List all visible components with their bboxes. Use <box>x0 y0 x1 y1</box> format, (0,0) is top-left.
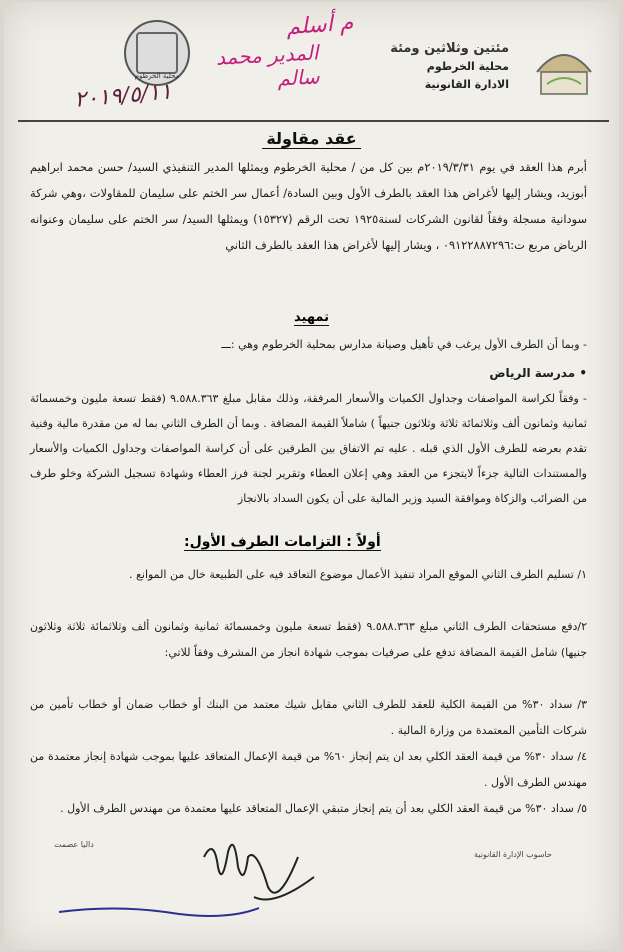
seal-caption: محلية الخرطوم <box>134 72 180 80</box>
title-text: عقد مقاولة <box>262 129 360 149</box>
obligation-item-5: ٥/ سداد ٣٠% من قيمة العقد الكلي بعد أن يتم إنجاز متبقي الإعمال المتعاقد عليها معتمدة من مهندس الطرف الأول . <box>60 802 587 815</box>
header-divider <box>18 120 609 122</box>
handwritten-note-2: المدير محمد سالم <box>215 40 321 91</box>
preamble-school: • مدرسة الرياض <box>489 366 587 380</box>
document-page <box>4 2 619 950</box>
preamble-line-1: - وبما أن الطرف الأول يرغب في تأهيل وصيانة مدارس بمحلية الخرطوم وهي :ـــ <box>221 338 587 351</box>
handwritten-note-1: م أسلم <box>285 10 355 41</box>
section-first-party-title <box>184 534 381 550</box>
obligation-item-3: ٣/ سداد ٣٠% من القيمة الكلية للعقد للطرف الثاني مقابل شيك معتمد من البنك أو خطاب ضمان أو خطاب تأمين من شركات التأمين المعتمدة من وزارة المالية . <box>30 698 587 737</box>
org-line-2: الادارة القانونية <box>424 78 509 91</box>
preamble-title-text: تمهيد <box>294 310 329 325</box>
obligation-item-2: ٢/دفع مستحقات الطرف الثاني مبلغ ٩.٥٨٨.٣٦٣ (فقط تسعة مليون وخمسمائة ثمانية وثمانون ألف وثلاثمائة ثلاثة وثلاثون جنيها) شامل القيمة المضافة تدفع على صرفيات بموجب شهادة انجاز من المشرف وفقاً للاتي: <box>30 620 587 659</box>
preamble-paragraph: - وفقاً لكراسة المواصفات وجداول الكميات والأسعار المرفقة، وذلك مقابل مبلغ ٩.٥٨٨.٣٦٣ (فقط تسعة مليون وخمسمائة ثمانية وثمانون ألف وثلاثمائة ثلاثة وثلاثون جنيهاً ) شاملاً القيمة المضافة . وبما أن الطرف الثاني بما له من مقدرة مالية وفنية تقدم بعرضه للطرف الأول الذي قبله . عليه تم الاتفاق بين الطرفين على أن كراسة المواصفات وجداول الكميات والأسعار والمستندات التالية جزءاً لايتجزء من العقد وهي إعلان العطاء وتقرير لجنة فرز العطاء وشهادة تسجيل الشركة وخلو طرف من الضرائب والزكاة وموافقة السيد وزير المالية على أن يكون السداد بالانجاز <box>30 392 587 505</box>
obligation-item-1: ١/ تسليم الطرف الثاني الموقع المراد تنفيذ الأعمال موضوع التعاقد فيه على الطبيعة خال من الموانع . <box>129 568 587 581</box>
intro-paragraph: أبرم هذا العقد في يوم ٢٠١٩/٣/٣١م بين كل من / محلية الخرطوم ويمثلها المدير التنفيذي السيد/ حسن محمد ابراهيم أبوزيد، ويشار إليها لأغراض هذا العقد بالطرف الأول وبين السادة/ أعمال سر الختم على سليمان للمقاولات ،وهي شركة سودانية مسجلة وفقاً لقانون الشركات لسنة١٩٢٥ تحت الرقم (١٥٣٢٧) ويمثلها السيد/ سر الختم على سليمان وعنوانه الرياض مربع ت:٠٩١٢٢٨٨٧٢٩٦ ، ويشار إليها لأغراض هذا العقد بالطرف الثاني <box>30 160 588 252</box>
org-line-1: محلية الخرطوم <box>426 60 509 73</box>
handwritten-reference: ٢٠١٩/٥/١١ <box>73 79 173 113</box>
section-title-text: أولاً : التزامات الطرف الأول: <box>184 534 381 550</box>
typist-name: داليا عصمت <box>54 840 94 849</box>
legal-dept-computer-note: حاسوب الإدارة القانونية <box>474 850 552 859</box>
khartoum-emblem-logo <box>533 42 595 102</box>
document-title <box>4 129 619 148</box>
blue-signature-line <box>54 897 264 927</box>
obligation-item-4: ٤/ سداد ٣٠% من قيمة العقد الكلي بعد ان يتم إنجاز ٦٠% من قيمة الإعمال المتعاقد عليها بموجب شهادة إنجاز معتمدة من مهندس الطرف الأول . <box>30 750 587 789</box>
preamble-title <box>4 310 619 325</box>
org-line-0: مئتين وثلاثين ومئة <box>390 41 509 56</box>
